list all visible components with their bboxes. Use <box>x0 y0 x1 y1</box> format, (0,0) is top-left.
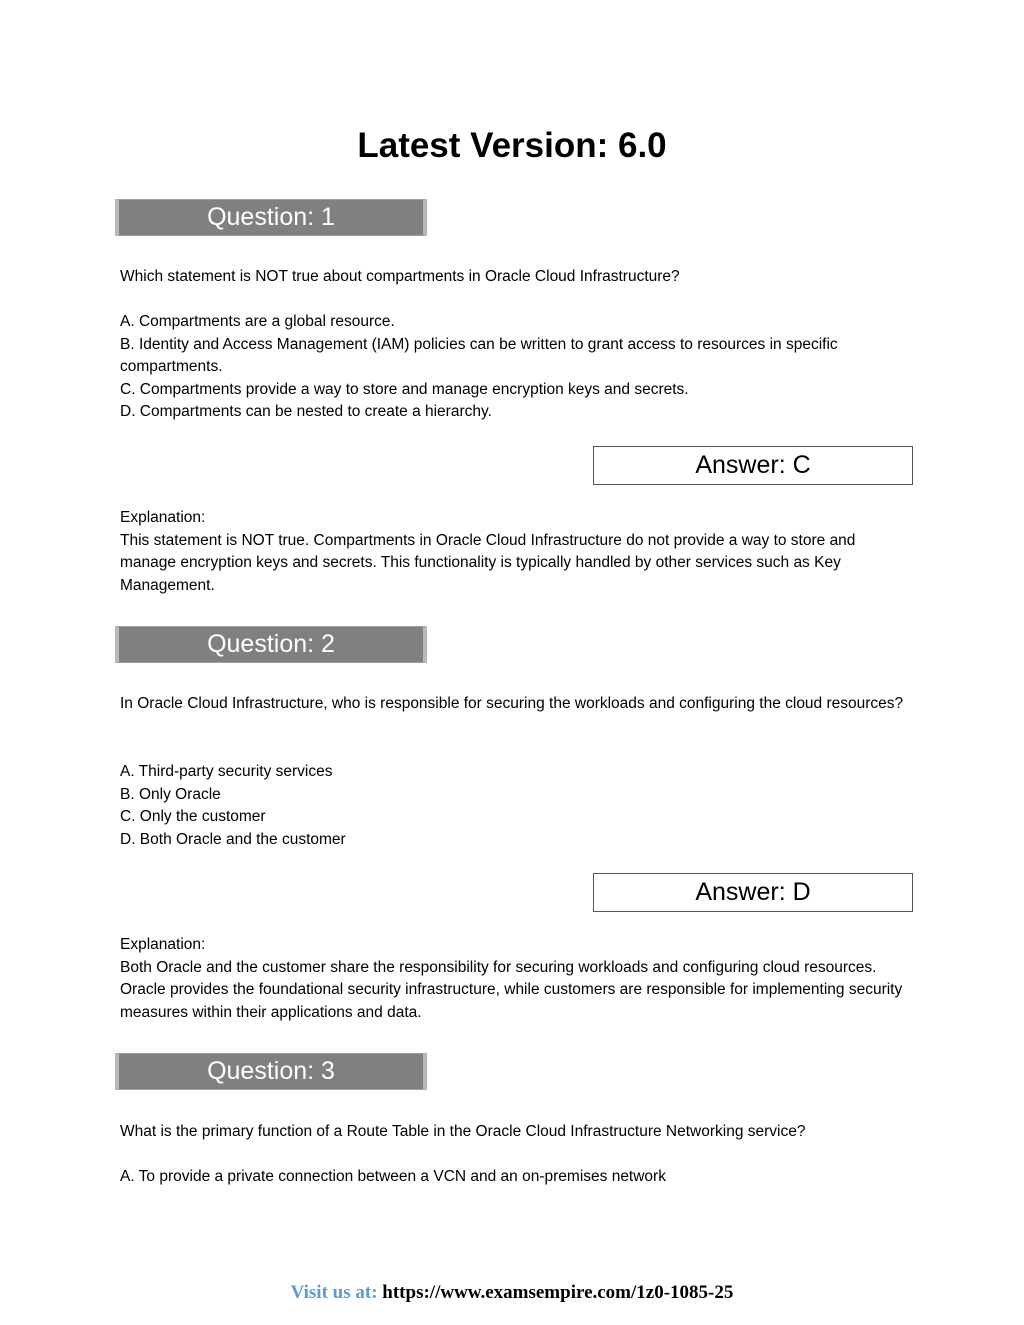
option-d: D. Both Oracle and the customer <box>120 830 346 848</box>
question-2-explanation <box>120 934 910 1024</box>
option-b: B. Identity and Access Management (IAM) policies can be written to grant access to resources in specific compartments. <box>120 335 838 375</box>
question-2-header <box>115 626 427 663</box>
question-1-answer: Answer: C <box>593 446 913 485</box>
question-1-text <box>120 266 910 289</box>
question-1-options <box>120 311 910 424</box>
question-1-prompt: Which statement is NOT true about compartments in Oracle Cloud Infrastructure? <box>120 268 680 285</box>
visit-label: Visit us at: <box>290 1282 378 1303</box>
question-3-header <box>115 1053 427 1090</box>
option-d: D. Compartments can be nested to create a hierarchy. <box>120 403 492 420</box>
question-3-text <box>120 1121 910 1144</box>
explanation-label: Explanation: <box>120 936 206 953</box>
question-2-prompt: In Oracle Cloud Infrastructure, who is responsible for securing the workloads and configuring the cloud resources? <box>120 695 904 712</box>
page-title: Latest Version: 6.0 <box>357 126 667 165</box>
footer <box>0 1281 1024 1305</box>
question-1-header <box>115 199 427 236</box>
option-a: A. Compartments are a global resource. <box>120 313 395 330</box>
question-1-label: Question: 1 <box>207 203 335 231</box>
question-2-answer: Answer: D <box>593 873 913 912</box>
footer-link[interactable]: https://www.examsempire.com/1z0-1085-25 <box>382 1282 734 1303</box>
option-c: C. Compartments provide a way to store and manage encryption keys and secrets. <box>120 380 689 398</box>
option-b: B. Only Oracle <box>120 785 221 803</box>
explanation-text: This statement is NOT true. Compartments in Oracle Cloud Infrastructure do not provide a way to store and manage encryption keys and secrets. This functionality is typically handled by other services such as Key Management. <box>120 531 856 594</box>
question-3-label: Question: 3 <box>207 1057 335 1085</box>
question-3-options <box>120 1166 910 1189</box>
question-2-text <box>120 693 910 716</box>
option-a: A. To provide a private connection between a VCN and an on-premises network <box>120 1168 666 1185</box>
question-3-prompt: What is the primary function of a Route Table in the Oracle Cloud Infrastructure Networking service? <box>120 1123 806 1140</box>
question-1-explanation <box>120 507 910 597</box>
question-2-options <box>120 761 910 851</box>
explanation-label: Explanation: <box>120 509 206 526</box>
option-a: A. Third-party security services <box>120 763 333 780</box>
question-2-label: Question: 2 <box>207 630 335 658</box>
option-c: C. Only the customer <box>120 808 266 825</box>
explanation-text: Both Oracle and the customer share the responsibility for securing workloads and configuring cloud resources. Oracle provides the foundational security infrastructure, while customers are responsible for implementing security measures within their applications and data. <box>120 958 903 1021</box>
